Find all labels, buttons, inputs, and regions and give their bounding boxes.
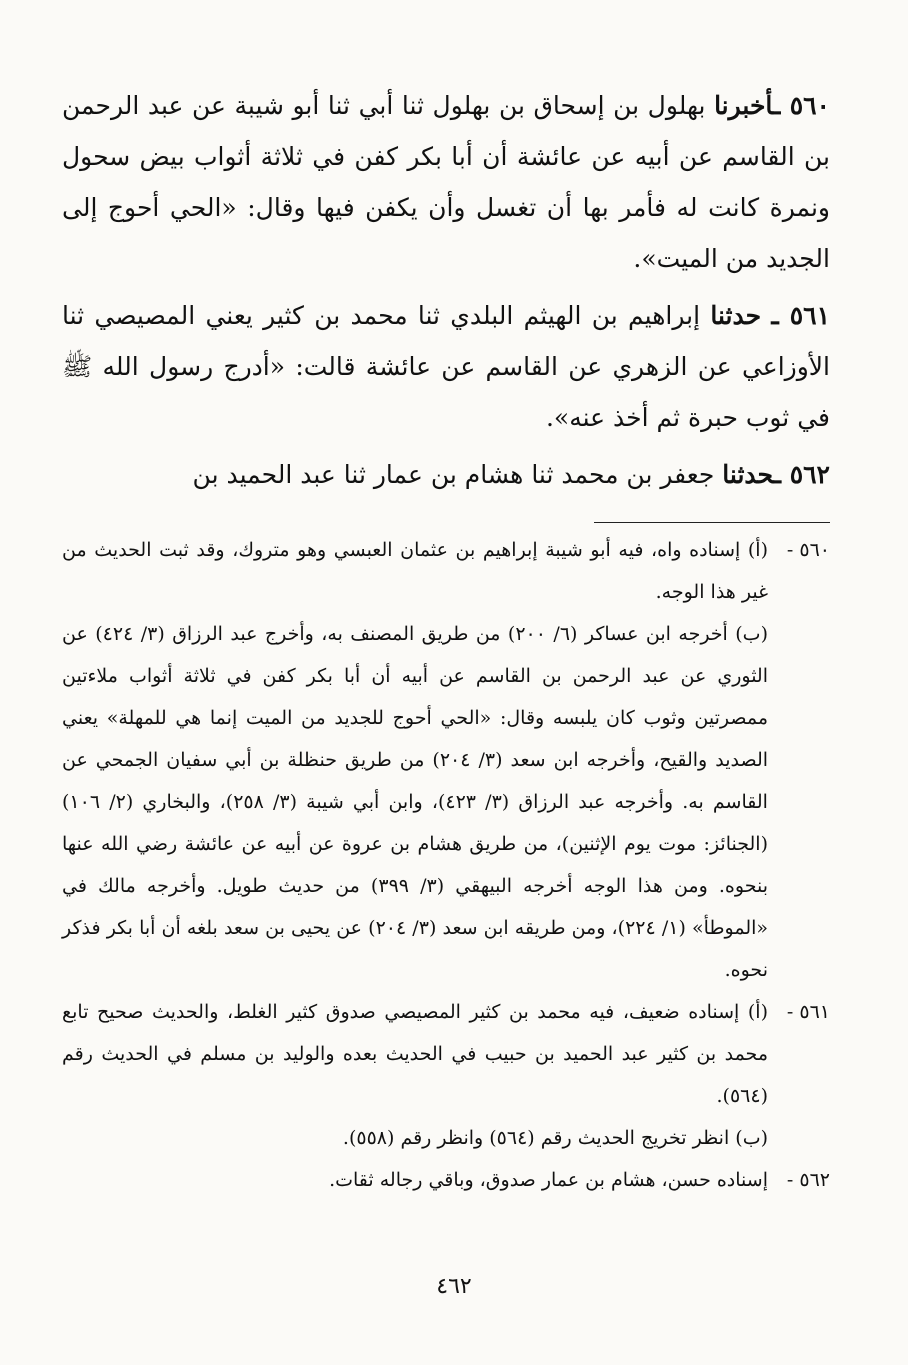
footnote-part: إسناده حسن، هشام بن عمار صدوق، وباقي رجاله ثقات.	[329, 1169, 768, 1191]
footnotes	[62, 529, 830, 1201]
hadith-number: ٥٦٢ ـ	[773, 460, 830, 489]
hadith-paragraph	[62, 80, 830, 284]
main-text	[62, 80, 830, 500]
hadith-text: بهلول بن إسحاق بن بهلول ثنا أبي ثنا أبو شيبة عن عبد الرحمن بن القاسم عن أبيه عن عائشة أن أبا بكر كفن في ثلاثة أثواب بيض سحول ونمرة كانت له فأمر بها أن تغسل وأن يكفن فيها وقال: «الحي أحوج إلى الجديد من الميت».	[62, 91, 830, 273]
hadith-number: ٥٦١ ـ	[771, 301, 831, 330]
footnote-body	[62, 1159, 768, 1201]
footnote-part: (ب) انظر تخريج الحديث رقم (٥٦٤) وانظر رقم (٥٥٨).	[342, 1127, 768, 1149]
footnote	[62, 991, 830, 1159]
footnote	[62, 529, 830, 991]
hadith-lead: حدثنا	[722, 460, 774, 489]
hadith-lead: حدثنا	[710, 301, 762, 330]
hadith-lead: أخبرنا	[714, 91, 774, 120]
footnote-body	[62, 991, 768, 1159]
footnote-part: (ب) أخرجه ابن عساكر (٦/ ٢٠٠) من طريق المصنف به، وأخرج عبد الرزاق (٣/ ٤٢٤) عن الثوري عن عبد الرحمن بن القاسم عن أبيه أن أبا بكر كفن في ثلاثة أثواب ملاءتين ممصرتين وثوب كان يلبسه وقال: «الحي أحوج للجديد من الميت إنما هي للمهلة» يعني الصديد والقيح، وأخرجه ابن سعد (٣/ ٢٠٤) من طريق حنظلة بن أبي سفيان الجمحي عن القاسم به. وأخرجه عبد الرزاق (٣/ ٤٢٣)، وابن أبي شيبة (٣/ ٢٥٨)، والبخاري (٢/ ١٠٦) (الجنائز: موت يوم الإثنين)، من طريق هشام بن عروة عن أبيه عن عائشة رضي الله عنها بنحوه. ومن هذا الوجه أخرجه البيهقي (٣/ ٣٩٩) من حديث طويل. وأخرجه مالك في «الموطأ» (١/ ٢٢٤)، ومن طريقه ابن سعد (٣/ ٢٠٤) عن يحيى بن سعد بلغه أن أبا بكر فذكر نحوه.	[62, 623, 769, 981]
footnote-body	[62, 529, 768, 991]
page-number: ٤٦٢	[436, 1274, 472, 1299]
footnote	[62, 1159, 830, 1201]
footnote-part: (أ) إسناده ضعيف، فيه محمد بن كثير المصيصي صدوق كثير الغلط، والحديث صحيح تابع محمد بن كثير عبد الحميد بن حبيب في الحديث بعده والوليد بن مسلم في الحديث رقم (٥٦٤).	[62, 1001, 768, 1107]
footnote-part: (أ) إسناده واه، فيه أبو شيبة إبراهيم بن عثمان العبسي وهو متروك، وقد ثبت الحديث من غير هذا الوجه.	[62, 539, 768, 603]
footnote-number: ٥٦٠ -	[786, 539, 830, 561]
footnote-number: ٥٦١ -	[786, 1001, 830, 1023]
footnote-number: ٥٦٢ -	[786, 1169, 830, 1191]
hadith-text: إبراهيم بن الهيثم البلدي ثنا محمد بن كثير يعني المصيصي ثنا الأوزاعي عن الزهري عن القاسم عن عائشة قالت: «أدرج رسول الله ﷺ في ثوب حبرة ثم أخذ عنه».	[62, 301, 830, 432]
footnote-divider	[594, 522, 830, 523]
hadith-paragraph	[62, 290, 830, 443]
hadith-number: ٥٦٠ ـ	[773, 91, 830, 120]
hadith-text: جعفر بن محمد ثنا هشام بن عمار ثنا عبد الحميد بن	[192, 460, 715, 489]
hadith-paragraph	[62, 449, 830, 500]
